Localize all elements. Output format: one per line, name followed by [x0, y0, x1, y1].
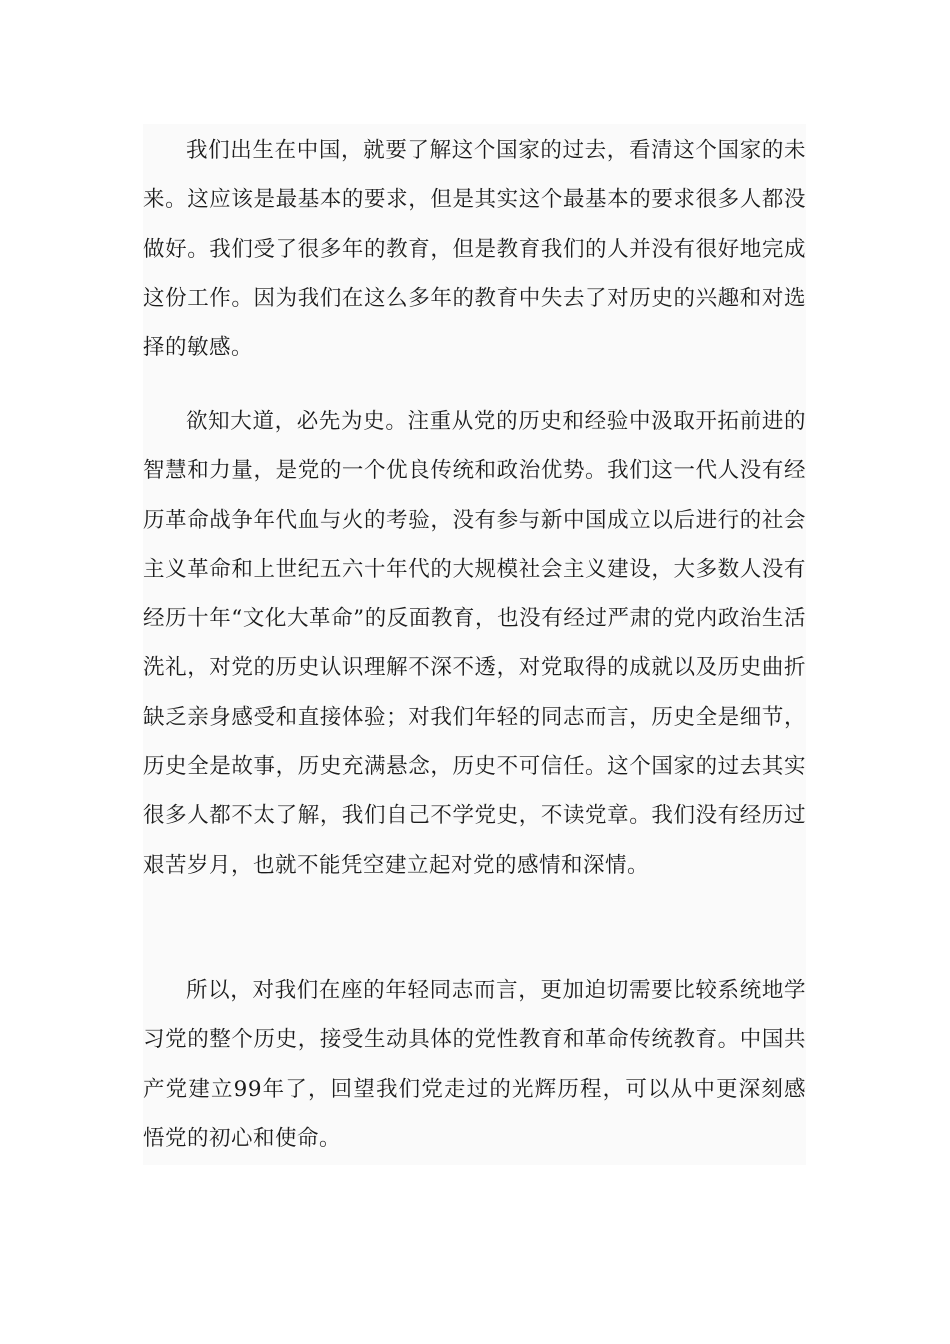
document-text-block: [143, 124, 806, 1165]
paragraph-2: 欲知大道，必先为史。注重从党的历史和经验中汲取开拓前进的智慧和力量，是党的一个优良传统和政治优势。我们这一代人没有经历革命战争年代血与火的考验，没有参与新中国成立以后进行的社会主义革命和上世纪五六十年代的大规模社会主义建设，大多数人没有经历十年“文化大革命”的反面教育，也没有经过严肃的党内政治生活洗礼，对党的历史认识理解不深不透，对党取得的成就以及历史曲折缺乏亲身感受和直接体验；对我们年轻的同志而言，历史全是细节，历史全是故事，历史充满悬念，历史不可信任。这个国家的过去其实很多人都不太了解，我们自己不学党史，不读党章。我们没有经历过艰苦岁月，也就不能凭空建立起对党的感情和深情。: [143, 409, 806, 878]
paragraph-1: 我们出生在中国，就要了解这个国家的过去，看清这个国家的未来。这应该是最基本的要求，但是其实这个最基本的要求很多人都没做好。我们受了很多年的教育，但是教育我们的人并没有很好地完成这份工作。因为我们在这么多年的教育中失去了对历史的兴趣和对选择的敏感。: [143, 138, 806, 361]
paragraph-3: 所以，对我们在座的年轻同志而言，更加迫切需要比较系统地学习党的整个历史，接受生动具体的党性教育和革命传统教育。中国共产党建立99年了，回望我们党走过的光辉历程，可以从中更深刻感悟党的初心和使命。: [143, 978, 806, 1151]
